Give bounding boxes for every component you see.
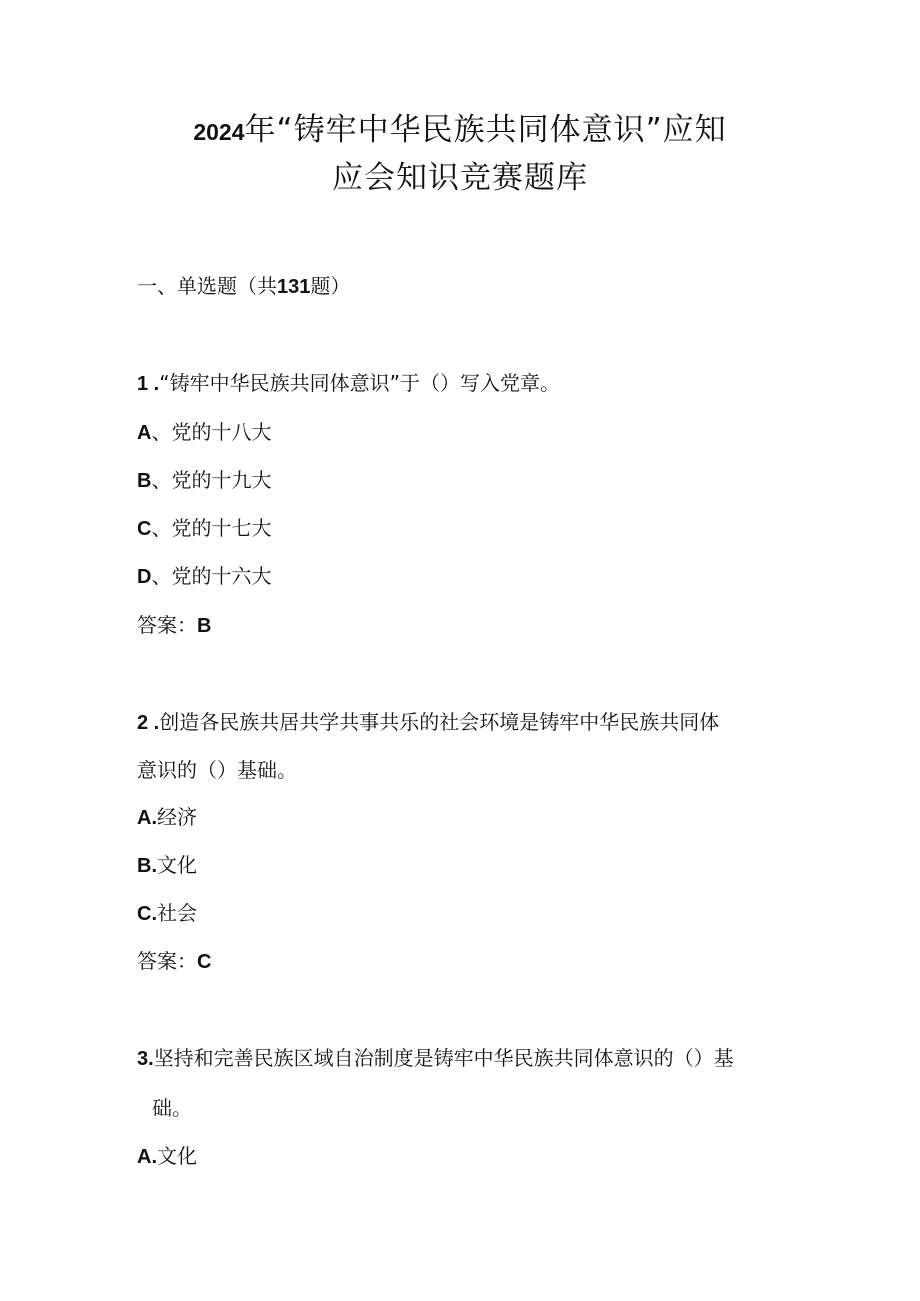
question-2-text: 2 .创造各民族共居共学共事共乐的社会环境是铸牢中华民族共同体 (137, 710, 720, 734)
question-1-answer: 答案：B (137, 613, 212, 637)
question-2-option-c: C.社会 (137, 901, 197, 925)
title-year: 2024 (193, 119, 245, 145)
section-heading: 一、单选题（共131题） (137, 274, 351, 298)
question-3-text-continued: 础。 (152, 1096, 192, 1120)
question-2-option-b: B.文化 (137, 853, 197, 877)
question-3-option-a: A.文化 (137, 1144, 197, 1168)
title-text: 年“铸牢中华民族共同体意识”应知 (244, 112, 727, 148)
question-number: 2 . (137, 712, 160, 734)
question-3-text: 3.坚持和完善民族区域自治制度是铸牢中华民族共同体意识的（）基 (137, 1046, 734, 1070)
question-2-option-a: A.经济 (137, 805, 197, 829)
question-2-answer: 答案：C (137, 949, 212, 973)
question-number: 1 . (137, 373, 160, 395)
document-title-line-1 (0, 110, 920, 152)
section-count: 131 (277, 276, 311, 298)
question-1-text: 1 .“铸牢中华民族共同体意识”于（）写入党章。 (137, 371, 560, 395)
question-1-option-d: D、党的十六大 (137, 564, 272, 588)
question-1-option-c: C、党的十七大 (137, 516, 272, 540)
question-1-option-b: B、党的十九大 (137, 468, 272, 492)
document-title-line-2: 应会知识竞赛题库 (332, 160, 588, 196)
question-number: 3. (137, 1048, 154, 1070)
question-1-option-a: A、党的十八大 (137, 420, 272, 444)
question-2-text-continued: 意识的（）基础。 (137, 758, 297, 782)
